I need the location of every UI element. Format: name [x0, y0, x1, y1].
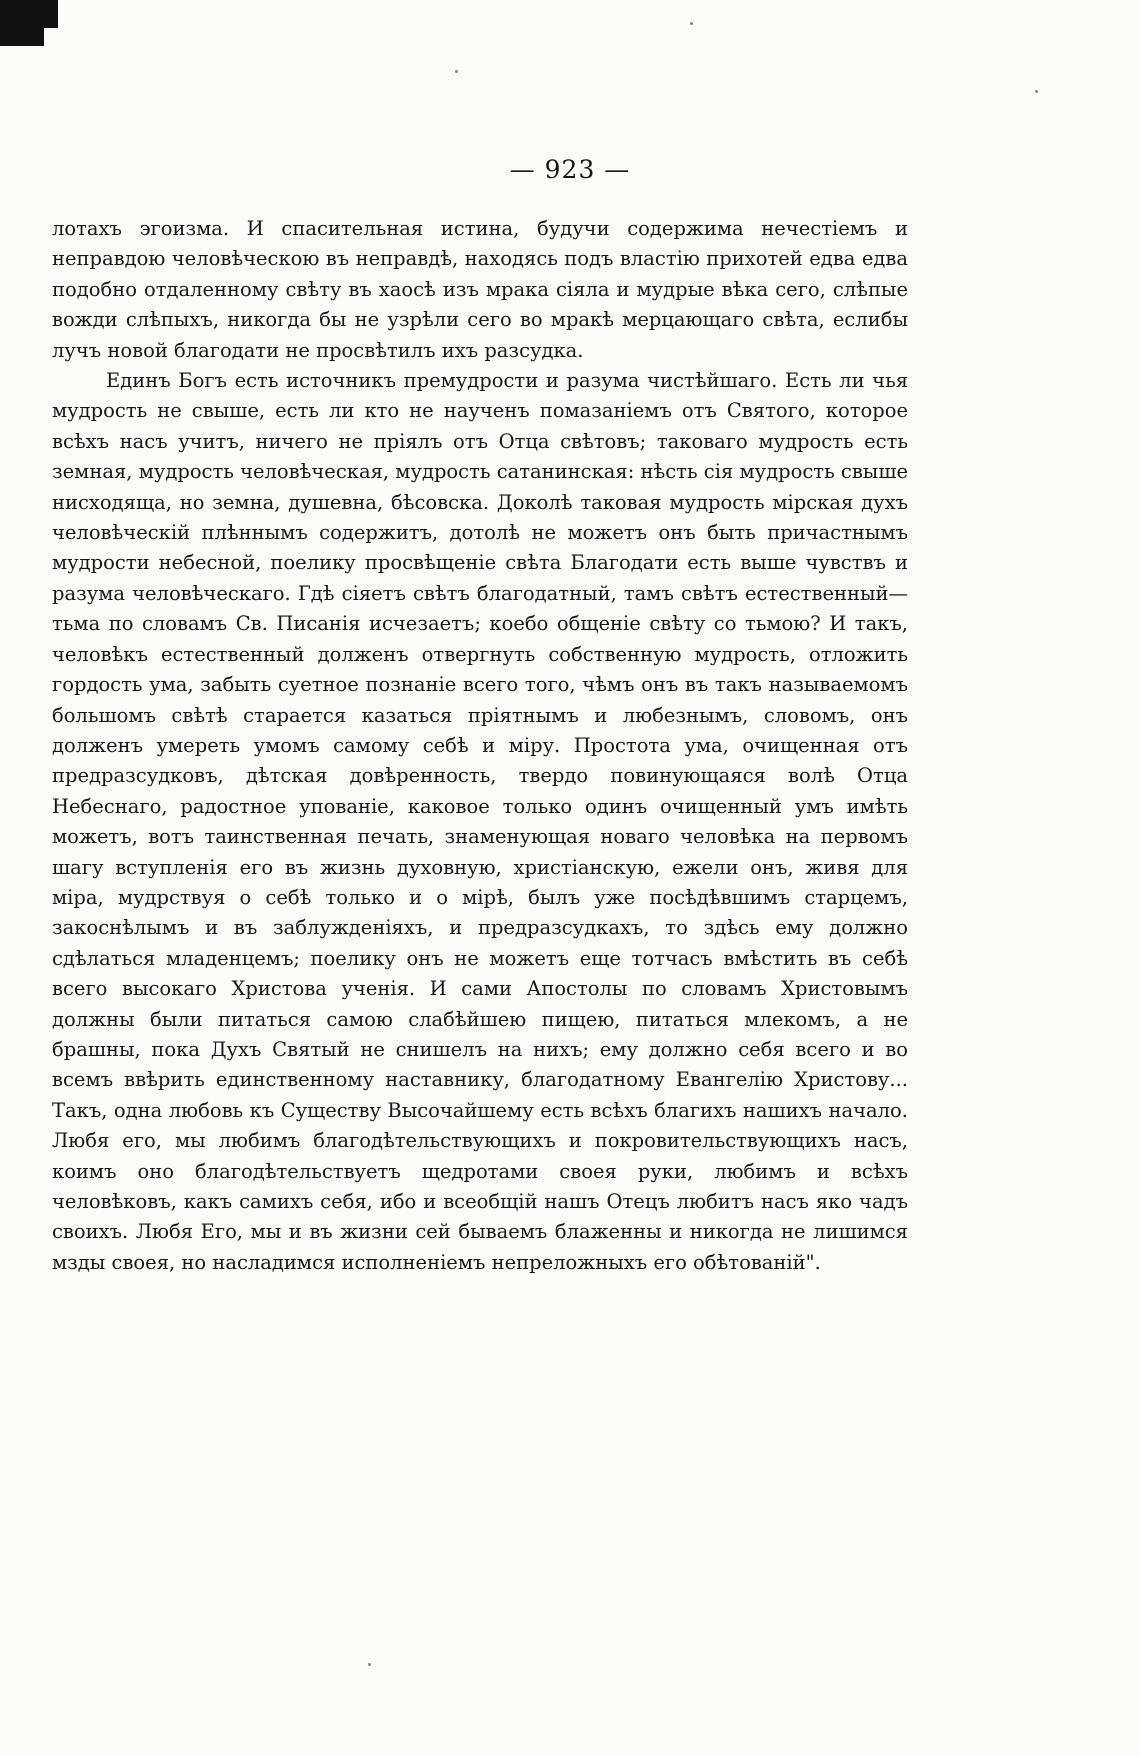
scan-speck [690, 22, 693, 25]
scan-speck [368, 1663, 371, 1666]
scan-speck [1035, 90, 1038, 93]
page-number: — 923 — [509, 155, 631, 184]
scan-speck [455, 70, 458, 73]
body-text [52, 214, 908, 1278]
paragraph: Единъ Богъ есть источникъ премудрости и разума чистѣйшаго. Есть ли чья мудрость не свыше, есть ли кто не наученъ помазаніемъ отъ Святого, которое всѣхъ насъ учитъ, ничего не пріялъ отъ Отца свѣтовъ; таковаго мудрость есть земная, мудрость человѣческая, мудрость сатанинская: нѣсть сія мудрость свыше нисходяща, но земна, душевна, бѣсовска. Доколѣ таковая мудрость мірская духъ человѣческій плѣннымъ содержитъ, дотолѣ не можетъ онъ быть причастнымъ мудрости небесной, поелику просвѣщеніе свѣта Благодати есть выше чувствъ и разума человѣческаго. Гдѣ сіяетъ свѣтъ благодатный, тамъ свѣтъ естественный—тьма по словамъ Св. Писанія исчезаетъ; коебо общеніе свѣту со тьмою? И такъ, человѣкъ естественный долженъ отвергнуть собственную мудрость, отложить гордость ума, забыть суетное познаніе всего того, чѣмъ онъ въ такъ называемомъ большомъ свѣтѣ старается казаться пріятнымъ и любезнымъ, словомъ, онъ долженъ умереть умомъ самому себѣ и міру. Простота ума, очищенная отъ предразсудковъ, дѣтская довѣренность, твердо повинующаяся волѣ Отца Небеснаго, радостное упованіе, каковое только одинъ очищенный умъ имѣть можетъ, вотъ таинственная печать, знаменующая новаго человѣка на первомъ шагу вступленія его въ жизнь духовную, христіанскую, ежели онъ, живя для міра, мудрствуя о себѣ только и о мірѣ, былъ уже посѣдѣвшимъ старцемъ, закоснѣлымъ и въ заблужденіяхъ, и предразсудкахъ, то здѣсь ему должно сдѣлаться младенцемъ; поелику онъ не можетъ еще тотчасъ вмѣстить въ себѣ всего высокаго Христова ученія. И сами Апостолы по словамъ Христовымъ должны были питаться самою слабѣйшею пищею, питаться млекомъ, а не брашны, пока Духъ Святый не снишелъ на нихъ; ему должно себя всего и во всемъ ввѣрить единственному наставнику, благодатному Евангелію Христову... Такъ, одна любовь къ Существу Высочайшему есть всѣхъ благихъ нашихъ начало. Любя его, мы любимъ благодѣтельствующихъ и покровительствующихъ насъ, коимъ оно благодѣтельствуетъ щедротами своея руки, любимъ и всѣхъ человѣковъ, какъ самихъ себя, ибо и всеобщій нашъ Отецъ любитъ насъ яко чадъ своихъ. Любя Его, мы и въ жизни сей бываемъ блаженны и никогда не лишимся мзды своея, но насладимся исполненіемъ непреложныхъ его обѣтованій". [52, 369, 908, 1274]
paragraph-continuation: лотахъ эгоизма. И спасительная истина, будучи содержима нечестіемъ и неправдою человѣческою въ неправдѣ, находясь подъ властію прихотей едва едва подобно отдаленному свѣту въ хаосѣ изъ мрака сіяла и мудрые вѣка сего, слѣпые вожди слѣпыхъ, никогда бы не узрѣли сего во мракѣ мерцающаго свѣта, еслибы лучъ новой благодати не просвѣтилъ ихъ разсудка. [52, 217, 908, 362]
scan-corner-mark [0, 0, 58, 28]
